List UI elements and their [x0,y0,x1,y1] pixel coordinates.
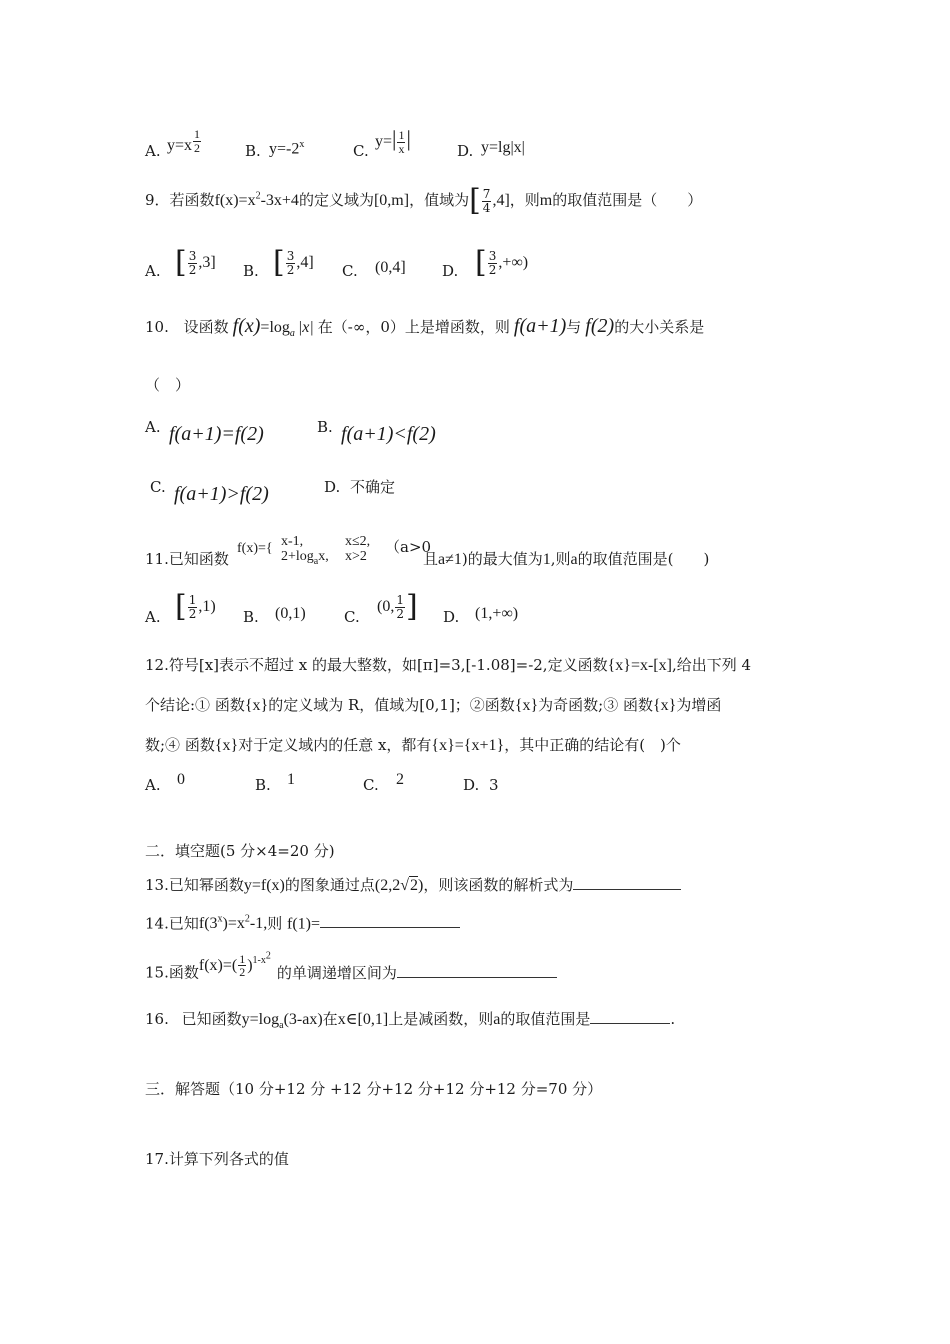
q16-answer-blank[interactable] [590,1022,670,1024]
q12-option-a: 0 [177,771,185,788]
q9-option-a-label: A. [145,262,161,280]
q15: 15.函数f(x)=( $\frac{1}{2}$ )$^{1-x^2}$的单调递增区间为 [145,960,557,987]
q14: 14.已知$f(3^x)=x^2-1$,则 f(1)= [145,915,460,932]
q12-option-c: 2 [396,771,404,788]
q11-option-c-label: C. [344,608,360,626]
q11-option-d-label: D. [443,608,460,626]
q10-option-a: f(a+1)=f(2) [169,423,264,445]
q10-option-b-label: B. [317,418,333,436]
q11-option-b: (0,1) [275,605,306,622]
q8-option-a: y=x $\frac{1}{2}$ [167,127,201,155]
q12-line-3: 数;④ 函数{x}对于定义域内的任意 x，都有{x}={x+1}，其中正确的结论有( )个 [145,736,681,754]
q9-option-d-label: D. [442,262,459,280]
q9-option-c-label: C. [342,262,358,280]
section-2-title: 二．填空题(5 分×4=20 分) [145,842,335,860]
q11-option-d: (1,+∞) [475,605,519,622]
q10-option-d-label: D. [324,478,341,496]
q8-option-d-label: D. [457,142,474,160]
q10-option-a-label: A. [145,418,161,436]
q9-option-a: [ $\frac{3}{2}$ ,3] [175,245,216,280]
q10-option-b: f(a+1)<f(2) [341,423,436,445]
q10-paren: （ ） [145,376,191,394]
q11-option-a-label: A. [145,608,161,626]
q13-answer-blank[interactable] [573,888,681,890]
q13: 13.已知幂函数y=f(x)的图象通过点(2,2√2)，则该函数的解析式为 [145,878,681,894]
section-3-title: 三．解答题（10 分+12 分 +12 分+12 分+12 分+12 分=70 分） [145,1080,603,1098]
q11-option-b-label: B. [243,608,259,626]
q8-option-b-label: B. [245,142,261,160]
q8-option-a-label: A. [145,142,161,160]
q11-option-c: (0, $\frac{1}{2}$ ] [377,589,418,624]
q12-line-2: 个结论:① 函数{x}的定义域为 R，值域为[0,1]；②函数{x}为奇函数;③ 函数{x}为增函 [145,696,722,714]
q10-option-c: f(a+1)>f(2) [174,483,269,505]
q14-answer-blank[interactable] [320,926,460,928]
q9-option-b-label: B. [243,262,259,280]
q9-option-d: [ $\frac{3}{2}$ ,+∞) [475,245,529,280]
q10-stem: 10. 设函数 $f(x)=\log_a$ |x| 在（-∞，0）上是增函数，则 f(a+1)与 f(2)的大小关系是 [145,315,705,340]
q8-option-d: y=lg|x| [481,139,525,156]
q9-option-b: [ $\frac{3}{2}$ ,4] [273,245,314,280]
q12-line-1: 12.符号[x]表示不超过 x 的最大整数，如[π]=3,[-1.08]=-2,定义函数{x}=x-[x],给出下列 4 [145,656,752,674]
q8-option-c-label: C. [353,142,369,160]
q10-option-c-label: C. [150,478,166,496]
q17-title: 17.计算下列各式的值 [145,1150,289,1168]
q12-option-d: 3 [489,776,499,794]
q9-stem: 9．若函数$f(x)=x^2-3x+4$的定义域为[0,m]，值域为[ $\frac{7}{4}$ ,4]，则m的取值范围是（ ） [145,183,703,218]
q16: 16. 已知函数$y=\log_a(3-ax)$在x∈[0,1]上是减函数，则a的取值范围是 . [145,1010,676,1032]
q11-option-a: [ $\frac{1}{2}$ ,1) [175,589,216,624]
q10-option-d: 不确定 [350,478,396,496]
q15-answer-blank[interactable] [397,976,557,978]
q8-option-b: $y=-2^x$ [269,139,305,158]
q11-piecewise: x-1, $2+\log_ax$, [281,534,329,568]
q8-option-c: y=| $\frac{1}{x}$ | [375,126,411,156]
q9-option-c: (0,4] [375,259,406,276]
q12-option-b: 1 [287,771,295,788]
